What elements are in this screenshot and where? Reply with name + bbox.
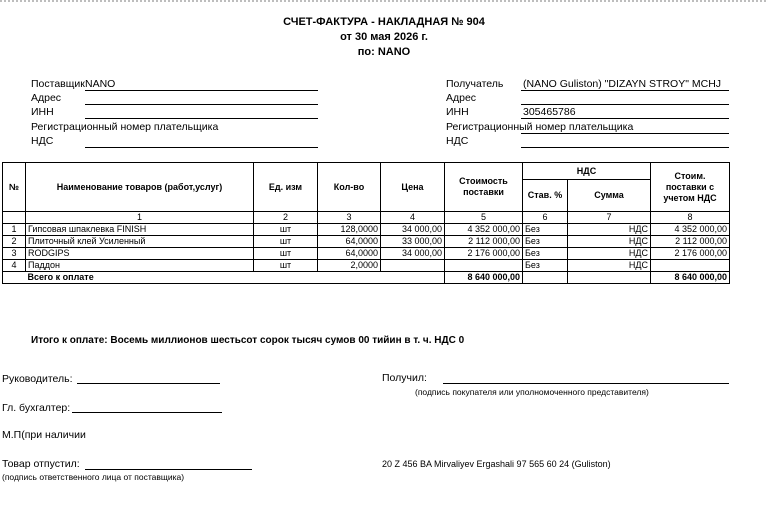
header-no: № (3, 163, 26, 212)
row-vat-rate: Без (523, 224, 568, 236)
row-unit: шт (254, 224, 318, 236)
header-qty: Кол-во (318, 163, 381, 212)
supplier-nds-label: НДС (31, 135, 54, 147)
row-vat-rate: Без (523, 248, 568, 260)
row-name: Паддон (26, 260, 254, 272)
released-signature-line (85, 469, 252, 470)
row-price (381, 260, 445, 272)
supplier-address-underline (85, 104, 318, 105)
row-name: RODGIPS (26, 248, 254, 260)
row-no: 4 (3, 260, 26, 272)
row-unit: шт (254, 236, 318, 248)
column-index: 8 (651, 212, 730, 224)
top-border (0, 0, 768, 2)
row-vat-sum: НДС (568, 236, 651, 248)
header-vat-rate: Став. % (523, 180, 568, 212)
table-row (3, 236, 730, 248)
received-signature-line (443, 383, 729, 384)
row-unit: шт (254, 260, 318, 272)
row-cost (445, 260, 523, 272)
director-signature-line (77, 383, 220, 384)
row-total: 2 176 000,00 (651, 248, 730, 260)
row-no: 1 (3, 224, 26, 236)
received-note: (подпись покупателя или уполномоченного представителя) (415, 387, 649, 397)
recipient-nds-label: НДС (446, 135, 469, 147)
row-vat-sum: НДС (568, 248, 651, 260)
total-cost: 8 640 000,00 (445, 272, 523, 284)
header-unit: Ед. изм (254, 163, 318, 212)
recipient-reg-label: Регистрационный номер плательщика (446, 121, 634, 133)
column-index (3, 212, 26, 224)
table-row (3, 248, 730, 260)
row-cost: 4 352 000,00 (445, 224, 523, 236)
recipient-reg-underline (521, 133, 729, 134)
accountant-label: Гл. бухгалтер: (2, 402, 71, 414)
column-index: 4 (381, 212, 445, 224)
recipient-inn-value: 305465786 (523, 106, 576, 118)
invoice-table (2, 162, 730, 284)
total-label: Всего к оплате (26, 272, 445, 284)
director-label: Руководитель: (2, 373, 73, 385)
supplier-value: NANO (85, 78, 116, 90)
row-no: 3 (3, 248, 26, 260)
recipient-underline (521, 90, 729, 91)
row-vat-rate: Без (523, 236, 568, 248)
invoice-title: СЧЕТ-ФАКТУРА - НАКЛАДНАЯ № 904 (283, 16, 485, 28)
column-index: 3 (318, 212, 381, 224)
recipient-value: (NANO Guliston) "DIZAYN STROY" MCHJ (523, 78, 722, 90)
column-index: 2 (254, 212, 318, 224)
header-vat: НДС (523, 163, 651, 180)
row-total (651, 260, 730, 272)
header-total: Стоим. поставки с учетом НДС (651, 163, 730, 212)
row-vat-sum: НДС (568, 260, 651, 272)
row-qty: 64,0000 (318, 248, 381, 260)
recipient-inn-underline (521, 118, 729, 119)
column-index: 1 (26, 212, 254, 224)
total-with-vat: 8 640 000,00 (651, 272, 730, 284)
row-qty: 2,0000 (318, 260, 381, 272)
column-index: 7 (568, 212, 651, 224)
received-label: Получил: (382, 372, 427, 384)
row-price: 34 000,00 (381, 224, 445, 236)
row-qty: 128,0000 (318, 224, 381, 236)
supplier-nds-underline (85, 147, 318, 148)
recipient-address-label: Адрес (446, 92, 477, 104)
header-cost: Стоимость поставки (445, 163, 523, 212)
row-cost: 2 176 000,00 (445, 248, 523, 260)
stamp-label: М.П(при наличии (2, 429, 86, 441)
supplier-label: Поставщик (31, 78, 85, 90)
recipient-address-underline (521, 104, 729, 105)
recipient-label: Получатель (446, 78, 504, 90)
row-total: 2 112 000,00 (651, 236, 730, 248)
recipient-nds-underline (521, 147, 729, 148)
released-label: Товар отпустил: (2, 458, 80, 470)
table-row (3, 224, 730, 236)
row-vat-sum: НДС (568, 224, 651, 236)
released-note: (подпись ответственного лица от поставщика) (2, 472, 185, 482)
table-row (3, 260, 730, 272)
row-cost: 2 112 000,00 (445, 236, 523, 248)
supplier-address-label: Адрес (31, 92, 62, 104)
recipient-inn-label: ИНН (446, 106, 469, 118)
row-price: 33 000,00 (381, 236, 445, 248)
column-index-row (3, 212, 730, 224)
row-name: Гипсовая шпаклевка FINISH (26, 224, 254, 236)
total-row (3, 272, 730, 284)
row-unit: шт (254, 248, 318, 260)
invoice-date: от 30 мая 2026 г. (340, 31, 428, 43)
row-name: Плиточный клей Усиленный (26, 236, 254, 248)
accountant-signature-line (72, 412, 222, 413)
contact-info: 20 Z 456 BA Mirvaliyev Ergashali 97 565 60 24 (Guliston) (382, 459, 611, 469)
invoice-by: по: NANO (357, 46, 411, 58)
row-price: 34 000,00 (381, 248, 445, 260)
header-price: Цена (381, 163, 445, 212)
header-name: Наименование товаров (работ,услуг) (26, 163, 254, 212)
row-qty: 64,0000 (318, 236, 381, 248)
supplier-inn-label: ИНН (31, 106, 54, 118)
supplier-underline (85, 90, 318, 91)
row-total: 4 352 000,00 (651, 224, 730, 236)
row-vat-rate: Без (523, 260, 568, 272)
header-vat-sum: Сумма (568, 180, 651, 212)
supplier-inn-underline (85, 118, 318, 119)
amount-in-words: Итого к оплате: Восемь миллионов шестьсот сорок тысяч сумов 00 тийин в т. ч. НДС 0 (31, 335, 465, 346)
supplier-reg-label: Регистрационный номер плательщика (31, 121, 219, 133)
column-index: 6 (523, 212, 568, 224)
row-no: 2 (3, 236, 26, 248)
column-index: 5 (445, 212, 523, 224)
